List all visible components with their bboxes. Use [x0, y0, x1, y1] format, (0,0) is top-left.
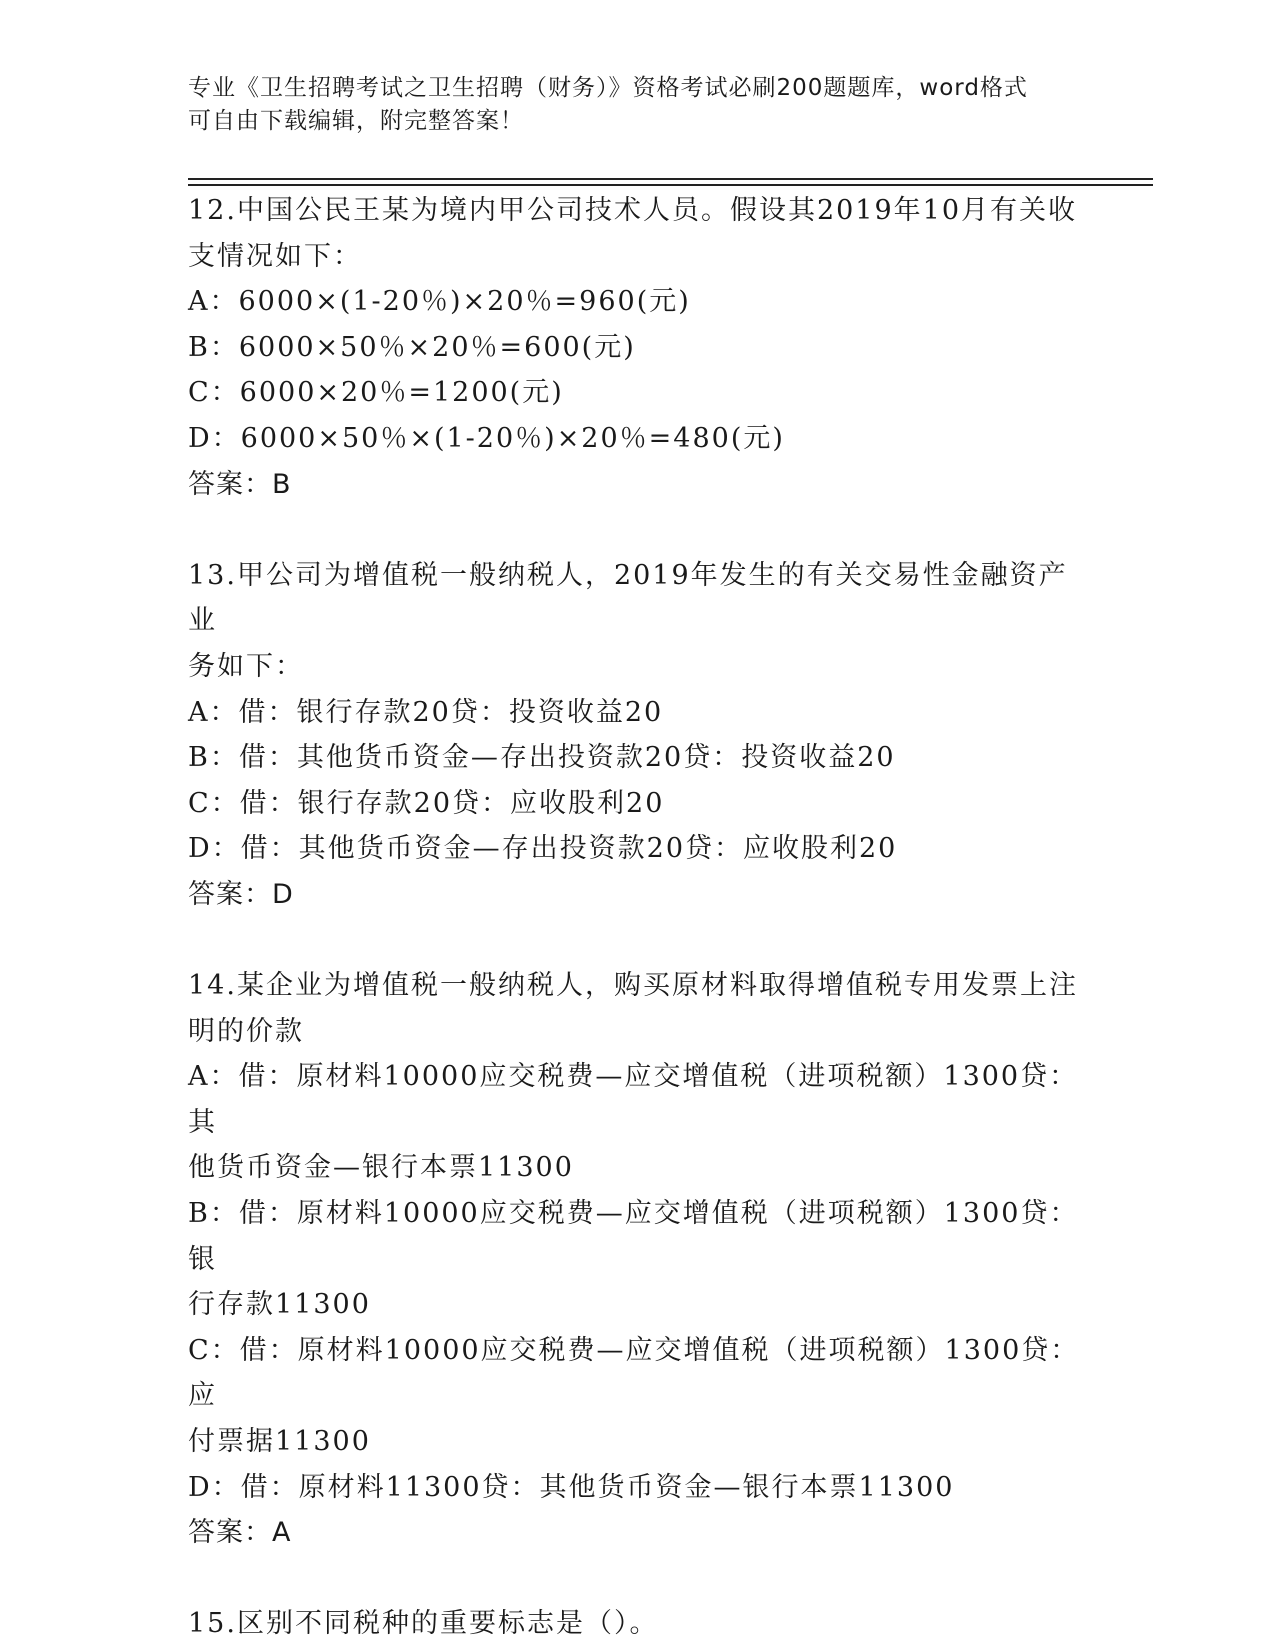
option-c: C：6000×20％=1200(元) [188, 377, 564, 409]
question-spacer [188, 507, 1088, 553]
option-a: A：借：原材料10000应交税费—应交增值税（进项税额）1300贷：其 [188, 1061, 1079, 1138]
header-line-1: 专业《卫生招聘考试之卫生招聘（财务）》资格考试必刷200题题库，word格式 [188, 75, 1028, 101]
question-stem: 14.某企业为增值税一般纳税人，购买原材料取得增值税专用发票上注 [188, 970, 1078, 1002]
question-stem-continued: 支情况如下： [188, 240, 362, 272]
question-12 [188, 188, 1088, 507]
option-c-continued: 付票据11300 [188, 1426, 371, 1458]
option-a: A：借：银行存款20贷：投资收益20 [188, 696, 664, 728]
answer: 答案：B [188, 468, 292, 500]
question-spacer [188, 918, 1088, 964]
option-b: B：6000×50％×20％=600(元) [188, 331, 636, 363]
answer: 答案：D [188, 878, 294, 910]
question-stem: 12.中国公民王某为境内甲公司技术人员。假设其2019年10月有关收 [188, 195, 1078, 226]
header-line-2: 可自由下载编辑，附完整答案！ [188, 108, 524, 134]
option-a-continued: 他货币资金—银行本票11300 [188, 1152, 574, 1184]
option-c: C：借：银行存款20贷：应收股利20 [188, 787, 665, 819]
document-header [188, 72, 1088, 138]
option-d: D：借：原材料11300贷：其他货币资金—银行本票11300 [188, 1471, 955, 1503]
header-divider-top [188, 178, 1153, 180]
question-15 [188, 1601, 1088, 1647]
option-d: D：借：其他货币资金—存出投资款20贷：应收股利20 [188, 833, 898, 865]
question-spacer [188, 1556, 1088, 1602]
question-13 [188, 553, 1088, 918]
option-a: A：6000×(1-20％)×20％=960(元) [188, 286, 691, 318]
question-stem: 15.区别不同税种的重要标志是（）。 [188, 1608, 659, 1640]
question-stem-continued: 明的价款 [188, 1015, 304, 1047]
question-stem: 13.甲公司为增值税一般纳税人，2019年发生的有关交易性金融资产业 [188, 559, 1068, 637]
question-stem-continued: 务如下： [188, 650, 304, 682]
option-b: B：借：原材料10000应交税费—应交增值税（进项税额）1300贷：银 [188, 1198, 1079, 1275]
answer: 答案：A [188, 1517, 292, 1549]
option-c: C：借：原材料10000应交税费—应交增值税（进项税额）1300贷：应 [188, 1334, 1080, 1412]
question-list [188, 188, 1088, 1647]
option-b-continued: 行存款11300 [188, 1289, 371, 1321]
header-divider-bottom [188, 184, 1153, 186]
option-b: B：借：其他货币资金—存出投资款20贷：投资收益20 [188, 742, 896, 774]
question-14 [188, 963, 1088, 1556]
option-d: D：6000×50％×(1-20％)×20％=480(元) [188, 422, 785, 454]
